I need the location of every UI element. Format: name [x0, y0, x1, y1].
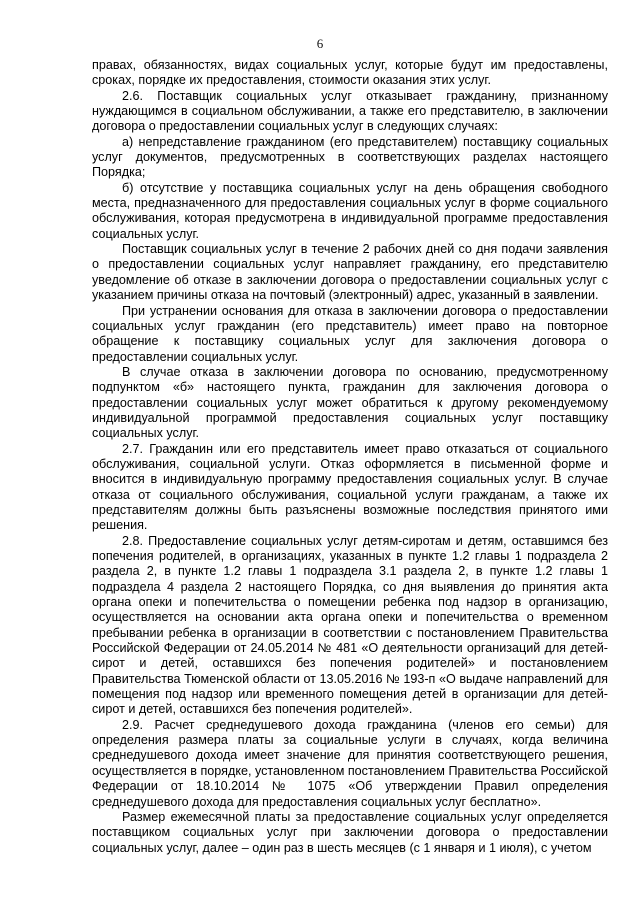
paragraph-2-7: 2.7. Гражданин или его представитель имеет право отказаться от социального обслуживания, социальной услуги. Отказ оформляется в письменной форме и вносится в индивидуальную программу предоставления социальных услуг. В случае отказа от социального обслуживания, социальной услуги гражданам, а также их представителям должны быть разъяснены возможные последствия принятого ими решения.: [92, 441, 608, 533]
document-body: [92, 58, 608, 856]
paragraph-refusal-notice: Поставщик социальных услуг в течение 2 рабочих дней со дня подачи заявления о предоставлении социальных услуг направляет гражданину, его представителю уведомление об отказе в заключении договора о предоставлении социальных услуг с указанием причины отказа на почтовый (электронный) адрес, указанный в заявлении.: [92, 242, 608, 303]
paragraph-monthly-fee: Размер ежемесячной платы за предоставление социальных услуг определяется поставщиком социальных услуг при заключении договора о предоставлении социальных услуг, далее – один раз в шесть месяцев (с 1 января и 1 июля), с учетом: [92, 809, 608, 855]
paragraph-2-6: 2.6. Поставщик социальных услуг отказывает гражданину, признанному нуждающимся в социальном обслуживании, а также его представителю, в заключении договора о предоставлении социальных услуг в следующих случаях:: [92, 88, 608, 134]
paragraph-repeat-request: При устранении основания для отказа в заключении договора о предоставлении социальных услуг гражданин (его представитель) имеет право на повторное обращение к поставщику социальных услуг для заключения договора о предоставлении социальных услуг.: [92, 303, 608, 364]
paragraph-2-8: 2.8. Предоставление социальных услуг детям-сиротам и детям, оставшимся без попечения родителей, в организациях, указанных в пункте 1.2 главы 1 подраздела 2 раздела 2, в пункте 1.2 главы 1 подраздела 3.1 раздела 2, в пункте 1.2 главы 1 подраздела 4 раздела 2 настоящего Порядка, со дня выявления до принятия акта органа опеки и попечительства о помещении ребенка под надзор в организацию, осуществляется на основании акта органа опеки и попечительства о временном пребывании ребенка в организации в соответствии с постановлением Правительства Российской Федерации от 24.05.2014 № 481 «О деятельности организаций для детей-сирот и детей, оставшихся без попечения родителей» и постановлением Правительства Тюменской области от 13.05.2016 № 193-п «О выдаче направлений для помещения под надзор или временного помещения детей в организации для детей-сирот и детей, оставшихся без попечения родителей».: [92, 533, 608, 717]
paragraph-2-6-b: б) отсутствие у поставщика социальных услуг на день обращения свободного места, предназначенного для предоставления социальных услуг в форме социального обслуживания, которая предусмотрена в индивидуальной программе предоставления социальных услуг.: [92, 180, 608, 241]
paragraph-continuation: правах, обязанностях, видах социальных услуг, которые будут им предоставлены, сроках, порядке их предоставления, стоимости оказания этих услуг.: [92, 58, 608, 88]
paragraph-2-6-a: а) непредставление гражданином (его представителем) поставщику социальных услуг документов, предусмотренных в соответствующих разделах настоящего Порядка;: [92, 134, 608, 180]
paragraph-2-9: 2.9. Расчет среднедушевого дохода гражданина (членов его семьи) для определения размера платы за социальные услуги в случаях, когда величина среднедушевого дохода имеет значение для принятия соответствующего решения, осуществляется в порядке, установленном постановлением Правительства Российской Федерации от 18.10.2014 № 1075 «Об утверждении Правил определения среднедушевого дохода для предоставления социальных услуг бесплатно».: [92, 717, 608, 809]
paragraph-other-provider: В случае отказа в заключении договора по основанию, предусмотренному подпунктом «б» настоящего пункта, гражданин для заключения договора о предоставлении социальных услуг может обратиться к другому рекомендуемому индивидуальной программой предоставления социальных услуг поставщику социальных услуг.: [92, 364, 608, 441]
page-number: 6: [316, 36, 324, 51]
